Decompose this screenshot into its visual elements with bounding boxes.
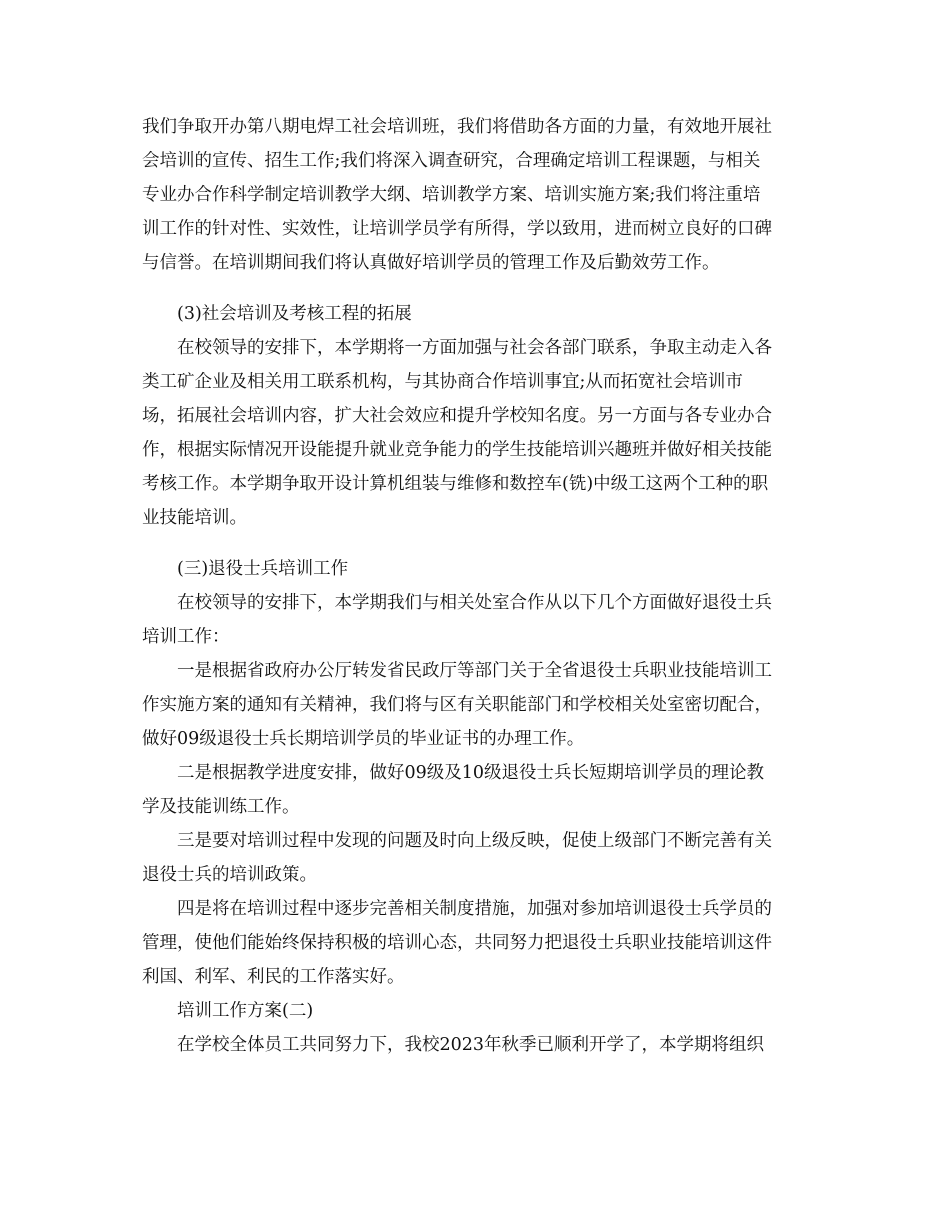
text-line: 四是将在培训过程中逐步完善相关制度措施，加强对参加培训退役士兵学员的 <box>177 899 772 919</box>
text-line: 二是根据教学进度安排，做好09级及10级退役士兵长短期培训学员的理论教 <box>177 763 765 783</box>
text-line: 学及技能训练工作。 <box>142 797 300 817</box>
text-line: 利国、利军、利民的工作落实好。 <box>142 967 405 987</box>
text-line: 培训工作： <box>142 627 230 647</box>
text-line: 在学校全体员工共同努力下，我校2023年秋季已顺利开学了，本学期将组织 <box>177 1035 765 1055</box>
text-line: 场，拓展社会培训内容，扩大社会效应和提升学校知名度。另一方面与各专业办合 <box>142 406 772 426</box>
text-line: 作实施方案的通知有关精神，我们将与区有关职能部门和学校相关处室密切配合， <box>142 695 772 715</box>
text-line: 在校领导的安排下，本学期我们与相关处室合作从以下几个方面做好退役士兵 <box>177 593 772 613</box>
text-line: 作，根据实际情况开设能提升就业竞争能力的学生技能培训兴趣班并做好相关技能 <box>142 440 772 460</box>
section-heading: (3)社会培训及考核工程的拓展 <box>177 304 412 324</box>
text-line: 会培训的宣传、招生工作;我们将深入调查研究，合理确定培训工程课题，与相关 <box>142 151 761 171</box>
text-line: 业技能培训。 <box>142 508 247 528</box>
text-line: 在校领导的安排下，本学期将一方面加强与社会各部门联系，争取主动走入各 <box>177 338 772 358</box>
text-line: 一是根据省政府办公厅转发省民政厅等部门关于全省退役士兵职业技能培训工 <box>177 661 772 681</box>
text-line: 我们争取开办第八期电焊工社会培训班，我们将借助各方面的力量，有效地开展社 <box>142 117 772 137</box>
section-heading: 培训工作方案(二) <box>177 1001 314 1021</box>
text-line: 训工作的针对性、实效性，让培训学员学有所得，学以致用，进而树立良好的口碑 <box>142 219 772 239</box>
text-line: 专业办合作科学制定培训教学大纲、培训教学方案、培训实施方案;我们将注重培 <box>142 185 761 205</box>
text-line: 类工矿企业及相关用工联系机构，与其协商合作培训事宜;从而拓宽社会培训市 <box>142 372 743 392</box>
text-line: 退役士兵的培训政策。 <box>142 865 317 885</box>
text-line: 考核工作。本学期争取开设计算机组装与维修和数控车(铣)中级工这两个工种的职 <box>142 474 769 494</box>
text-line: 管理，使他们能始终保持积极的培训心态，共同努力把退役士兵职业技能培训这件 <box>142 933 772 953</box>
text-line: 与信誉。在培训期间我们将认真做好培训学员的管理工作及后勤效劳工作。 <box>142 253 720 273</box>
text-line: 做好09级退役士兵长期培训学员的毕业证书的办理工作。 <box>142 729 585 749</box>
section-heading: (三)退役士兵培训工作 <box>177 559 349 579</box>
text-line: 三是要对培训过程中发现的问题及时向上级反映，促使上级部门不断完善有关 <box>177 831 772 851</box>
